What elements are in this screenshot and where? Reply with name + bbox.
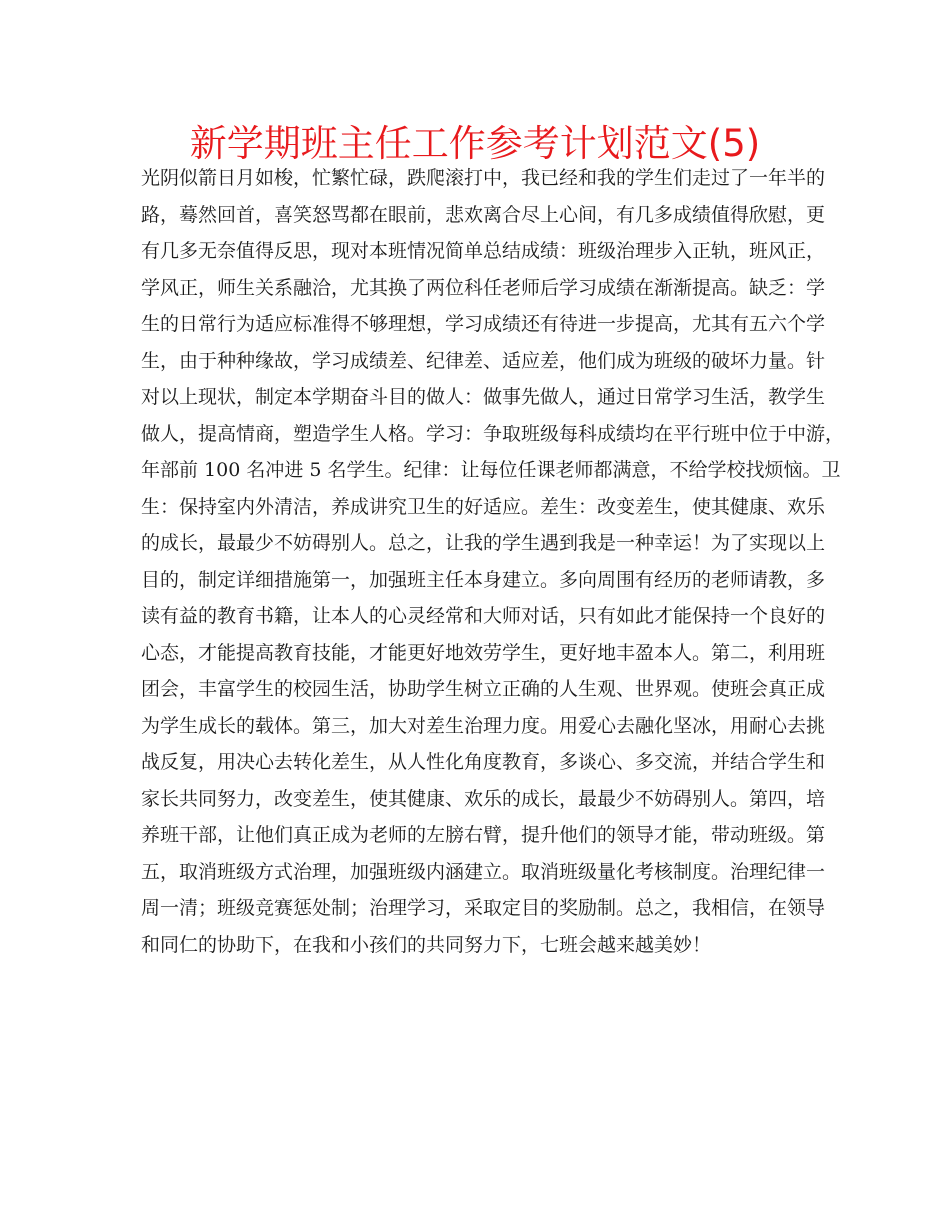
body-line: 心态，才能提高教育技能，才能更好地效劳学生，更好地丰盈本人。第二，利用班 <box>141 641 826 664</box>
body-line: 的成长，最最少不妨碍别人。总之，让我的学生遇到我是一种幸运！为了实现以上 <box>141 532 826 554</box>
body-line: 目的，制定详细措施第一，加强班主任本身建立。多向周围有经历的老师请教，多 <box>141 568 826 591</box>
body-line: 年部前 100 名冲进 5 名学生。纪律：让每位任课老师都满意，不给学校找烦恼。卫 <box>141 459 841 481</box>
body-line: 和同仁的协助下，在我和小孩们的共同努力下，七班会越来越美妙！ <box>141 933 712 956</box>
body-line: 读有益的教育书籍，让本人的心灵经常和大师对话，只有如此才能保持一个良好的 <box>141 605 826 627</box>
document-title: 新学期班主任工作参考计划范文(5) <box>189 122 761 165</box>
body-line: 战反复，用决心去转化差生，从人性化角度教育，多谈心、多交流，并结合学生和 <box>141 751 826 773</box>
body-line: 生，由于种种缘故，学习成绩差、纪律差、适应差，他们成为班级的破坏力量。针 <box>141 349 826 372</box>
body-line: 光阴似箭日月如梭，忙繁忙碌，跌爬滚打中，我已经和我的学生们走过了一年半的 <box>141 167 826 189</box>
body-line: 对以上现状，制定本学期奋斗目的做人：做事先做人，通过日常学习生活，教学生 <box>141 386 826 408</box>
document-body <box>141 160 845 963</box>
body-line: 生：保持室内外清洁，养成讲究卫生的好适应。差生：改变差生，使其健康、欢乐 <box>141 495 826 518</box>
body-line: 团会，丰富学生的校园生活，协助学生树立正确的人生观、世界观。使班会真正成 <box>141 678 826 700</box>
body-line: 五，取消班级方式治理，加强班级内涵建立。取消班级量化考核制度。治理纪律一 <box>141 860 826 883</box>
body-line: 生的日常行为适应标准得不够理想，学习成绩还有待进一步提高，尤其有五六个学 <box>141 313 826 335</box>
body-line: 周一清；班级竞赛惩处制；治理学习，采取定目的奖励制。总之，我相信，在领导 <box>141 897 826 919</box>
body-line: 为学生成长的载体。第三，加大对差生治理力度。用爱心去融化坚冰，用耐心去挑 <box>141 714 826 737</box>
body-line: 路，蓦然回首，喜笑怒骂都在眼前，悲欢离合尽上心间，有几多成绩值得欣慰，更 <box>141 203 826 226</box>
body-line: 学风正，师生关系融洽，尤其换了两位科任老师后学习成绩在渐渐提高。缺乏：学 <box>141 276 826 299</box>
body-line: 养班干部，让他们真正成为老师的左膀右臂，提升他们的领导才能，带动班级。第 <box>141 824 826 846</box>
body-line: 做人，提高情商，塑造学生人格。学习：争取班级每科成绩均在平行班中位于中游， <box>141 422 845 445</box>
body-line: 家长共同努力，改变差生，使其健康、欢乐的成长，最最少不妨碍别人。第四，培 <box>141 787 826 810</box>
body-line: 有几多无奈值得反思，现对本班情况简单总结成绩：班级治理步入正轨，班风正， <box>141 240 826 262</box>
